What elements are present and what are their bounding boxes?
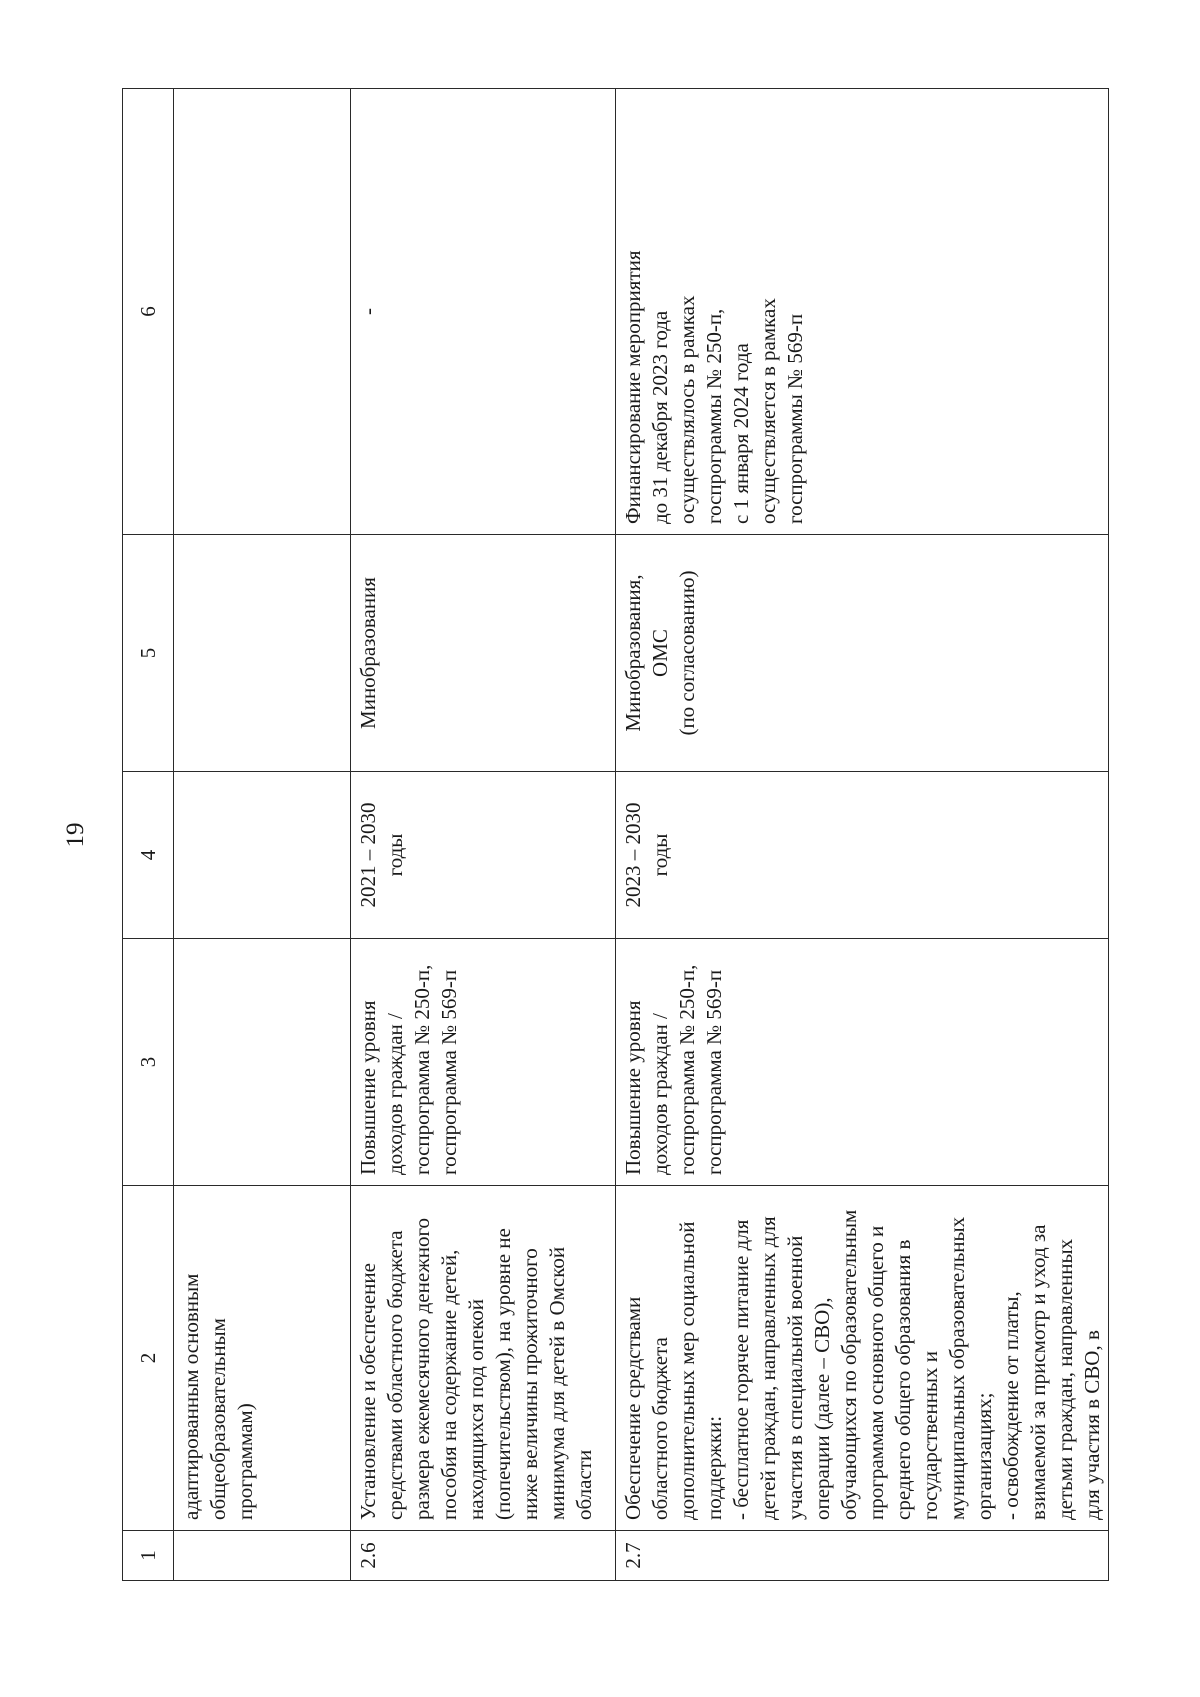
cell-line: осуществляется в рамках bbox=[756, 298, 780, 524]
column-number-1: 1 bbox=[123, 1531, 174, 1581]
cell-line: доходов граждан / bbox=[648, 1013, 672, 1175]
purpose-cell bbox=[174, 939, 351, 1186]
row-number-cell bbox=[174, 1531, 351, 1581]
cell-line: доходов граждан / bbox=[383, 1013, 407, 1175]
cell-line: госпрограмма № 250-п, bbox=[410, 964, 434, 1175]
cell-line: муниципальных образовательных bbox=[945, 1216, 969, 1520]
column-number-2: 2 bbox=[123, 1186, 174, 1531]
cell-line: - бесплатное горячее питание для bbox=[729, 1219, 753, 1520]
cell-line: области bbox=[572, 1449, 596, 1520]
cell-line: программам основного общего и bbox=[864, 1225, 888, 1520]
cell-line: для участия в СВО, в bbox=[1080, 1330, 1104, 1520]
cell-line: до 31 декабря 2023 года bbox=[648, 310, 672, 524]
cell-line: государственных и bbox=[918, 1350, 942, 1520]
cell-line: областного бюджета bbox=[648, 1337, 672, 1520]
cell-line: операции (далее – СВО), bbox=[810, 1297, 834, 1520]
cell-line: средствами областного бюджета bbox=[383, 1230, 407, 1520]
cell-line: детьми граждан, направленных bbox=[1053, 1238, 1077, 1520]
cell-line: осуществлялось в рамках bbox=[675, 295, 699, 524]
cell-line: госпрограммы № 250-п, bbox=[702, 308, 726, 524]
cell-line: дополнительных мер социальной bbox=[675, 1221, 699, 1520]
cell-line: пособия на содержание детей, bbox=[437, 1249, 461, 1520]
cell-line: обучающихся по образовательным bbox=[837, 1209, 861, 1520]
note-cell bbox=[616, 89, 1109, 535]
cell-line: минимума для детей в Омской bbox=[545, 1246, 569, 1520]
period-cell bbox=[616, 772, 1109, 939]
cell-line: Финансирование мероприятия bbox=[621, 250, 645, 524]
column-number-row bbox=[123, 89, 174, 1581]
note-cell bbox=[351, 89, 616, 535]
cell-line: Повышение уровня bbox=[621, 1000, 645, 1175]
cell-line: - bbox=[356, 308, 380, 315]
column-number-5: 5 bbox=[123, 535, 174, 772]
cell-line: организациях; bbox=[972, 1392, 996, 1520]
cell-line: госпрограмма № 569-п bbox=[437, 969, 461, 1175]
cell-line: с 1 января 2024 года bbox=[729, 343, 753, 524]
cell-line: (попечительством), на уровне не bbox=[491, 1228, 515, 1520]
activities-table bbox=[122, 88, 1109, 1581]
cell-line: - освобождение от платы, bbox=[999, 1291, 1023, 1520]
cell-line: поддержки: bbox=[702, 1415, 726, 1520]
column-number-3: 3 bbox=[123, 939, 174, 1186]
cell-line: детей граждан, направленных для bbox=[756, 1216, 780, 1520]
table-container bbox=[122, 89, 1104, 1581]
cell-line: Минобразования, bbox=[621, 574, 645, 732]
executor-cell bbox=[174, 535, 351, 772]
cell-line: 2023 – 2030 bbox=[621, 802, 645, 908]
cell-line: взимаемой за присмотр и уход за bbox=[1026, 1224, 1050, 1520]
column-number-4: 4 bbox=[123, 772, 174, 939]
table-row bbox=[174, 89, 351, 1581]
cell-line: программам) bbox=[233, 1403, 257, 1520]
purpose-cell bbox=[351, 939, 616, 1186]
description-cell bbox=[351, 1186, 616, 1531]
cell-line: годы bbox=[383, 833, 407, 877]
cell-line: участия в специальной военной bbox=[783, 1235, 807, 1520]
table-row bbox=[616, 89, 1109, 1581]
cell-line: среднего общего образования в bbox=[891, 1239, 915, 1520]
cell-line: ОМС bbox=[648, 629, 672, 677]
executor-cell bbox=[351, 535, 616, 772]
rotated-table-area bbox=[122, 89, 1104, 1581]
cell-line: ниже величины прожиточного bbox=[518, 1248, 542, 1520]
cell-line: (по согласованию) bbox=[675, 570, 699, 736]
cell-line: общеобразовательным bbox=[206, 1318, 230, 1520]
cell-line: находящихся под опекой bbox=[464, 1298, 488, 1520]
cell-line: госпрограммы № 569-п bbox=[783, 313, 807, 524]
cell-line: Повышение уровня bbox=[356, 1000, 380, 1175]
cell-line: Обеспечение средствами bbox=[621, 1296, 645, 1520]
table-row bbox=[351, 89, 616, 1581]
cell-line: годы bbox=[648, 833, 672, 877]
row-number-cell: 2.6 bbox=[351, 1531, 616, 1581]
cell-line: Минобразования bbox=[356, 577, 380, 729]
description-cell bbox=[174, 1186, 351, 1531]
purpose-cell bbox=[616, 939, 1109, 1186]
executor-cell bbox=[616, 535, 1109, 772]
note-cell bbox=[174, 89, 351, 535]
cell-line: Установление и обеспечение bbox=[356, 1263, 380, 1520]
page-number: 19 bbox=[62, 822, 89, 848]
cell-line: 2021 – 2030 bbox=[356, 802, 380, 908]
column-number-6: 6 bbox=[123, 89, 174, 535]
description-cell bbox=[616, 1186, 1109, 1531]
cell-line: адаптированным основным bbox=[179, 1273, 203, 1520]
cell-line: размера ежемесячного денежного bbox=[410, 1217, 434, 1520]
period-cell bbox=[351, 772, 616, 939]
row-number-cell: 2.7 bbox=[616, 1531, 1109, 1581]
cell-line: госпрограмма № 569-п bbox=[702, 969, 726, 1175]
period-cell bbox=[174, 772, 351, 939]
cell-line: госпрограмма № 250-п, bbox=[675, 964, 699, 1175]
